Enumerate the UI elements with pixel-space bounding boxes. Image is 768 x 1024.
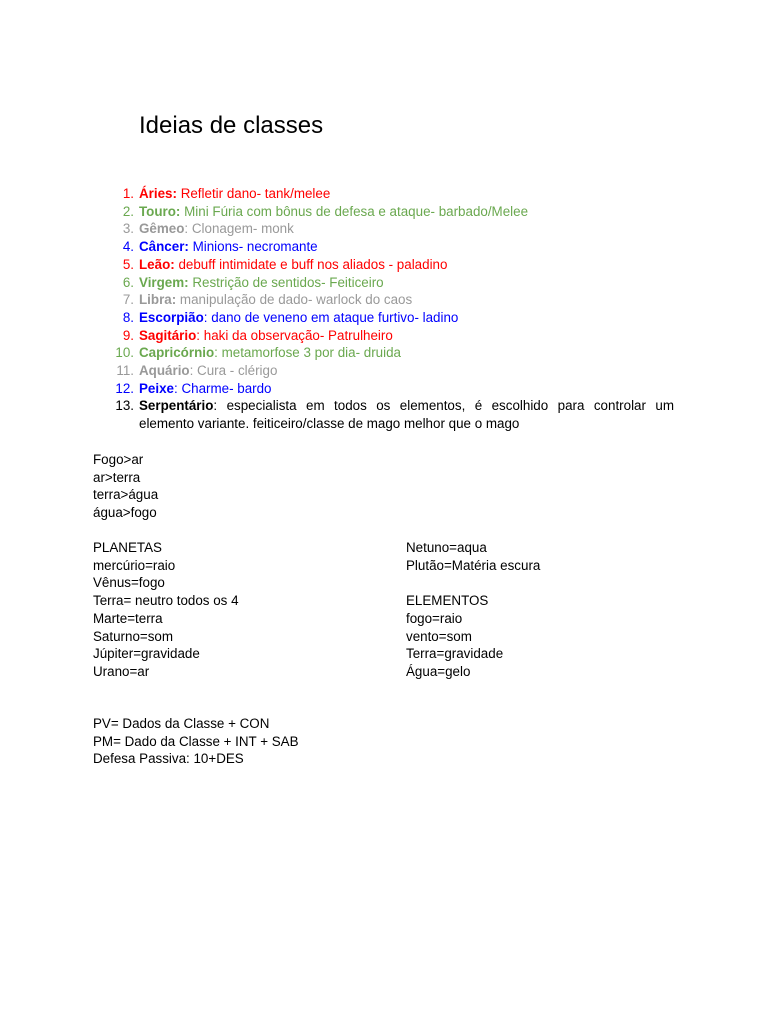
class-description: Clonagem- monk	[188, 221, 294, 237]
class-item	[122, 327, 674, 345]
class-name: Leão:	[139, 256, 175, 272]
planet-item: Marte=terra	[93, 610, 163, 626]
class-name: Áries:	[139, 186, 177, 201]
class-name: Aquário	[139, 363, 190, 379]
class-name: Capricórnio	[139, 345, 215, 361]
planet-item: Saturno=som	[93, 628, 174, 644]
class-separator: :	[213, 398, 218, 414]
element-cycle-line: ar>terra	[93, 469, 141, 485]
class-description: Charme- bardo	[177, 380, 272, 396]
class-item	[122, 185, 674, 203]
class-item	[122, 203, 674, 221]
planet-item: Netuno=aqua	[406, 540, 487, 555]
class-description: debuff intimidate e buff nos aliados - paladino	[174, 256, 448, 272]
elements-heading: ELEMENTOS	[406, 593, 489, 609]
element-cycle-line: Fogo>ar	[93, 452, 144, 467]
class-description: manipulação de dado- warlock do caos	[176, 292, 413, 308]
class-number: 9.	[122, 327, 134, 343]
class-description: especialista em todos os elementos, é escolhido para controlar um elemento variante. feiticeiro/classe de mago melhor que o mago	[139, 398, 674, 432]
class-item	[122, 291, 674, 309]
class-description: Cura - clérigo	[193, 363, 278, 379]
class-number: 12.	[115, 380, 134, 396]
class-number: 13.	[115, 398, 134, 414]
class-number: 5.	[122, 256, 134, 272]
element-item: Terra=gravidade	[406, 646, 504, 662]
stats-block	[93, 715, 299, 768]
class-item	[122, 220, 674, 238]
class-item	[122, 256, 674, 274]
class-item	[122, 238, 674, 256]
class-number: 4.	[122, 239, 134, 255]
planet-item: Urano=ar	[93, 663, 150, 679]
class-separator: :	[184, 221, 189, 237]
class-name: Gêmeo	[139, 221, 185, 237]
class-item	[115, 380, 674, 398]
class-name: Serpentário	[139, 398, 214, 414]
class-description: Minions- necromante	[188, 239, 318, 255]
element-item: vento=som	[406, 628, 472, 644]
stat-line: Defesa Passiva: 10+DES	[93, 751, 244, 767]
stat-line: PM= Dado da Classe + INT + SAB	[93, 733, 299, 749]
class-item	[116, 362, 674, 380]
class-description: Refletir dano- tank/melee	[176, 186, 331, 201]
page-title: Ideias de classes	[139, 112, 324, 139]
planet-item: Terra= neutro todos os 4	[93, 593, 239, 609]
class-number: 11.	[116, 363, 134, 379]
right-column-block	[406, 539, 540, 681]
class-separator: :	[189, 363, 194, 379]
class-item	[115, 397, 674, 432]
class-item	[122, 274, 674, 292]
element-item: Água=gelo	[406, 663, 471, 679]
class-number: 8.	[122, 309, 134, 325]
class-name: Sagitário	[139, 327, 197, 343]
class-description: Mini Fúria com bônus de defesa e ataque- barbado/Melee	[180, 203, 529, 219]
class-name: Câncer:	[139, 239, 189, 255]
elements-cycle-block	[93, 451, 158, 522]
planet-item: Plutão=Matéria escura	[406, 557, 541, 573]
class-separator: :	[174, 380, 178, 396]
class-number: 1.	[122, 186, 134, 201]
class-name: Virgem:	[139, 274, 189, 290]
element-cycle-line: terra>água	[93, 487, 159, 503]
class-number: 7.	[122, 292, 134, 308]
class-description: metamorfose 3 por dia- druida	[217, 345, 401, 361]
class-number: 3.	[122, 221, 134, 237]
class-number: 2.	[122, 203, 134, 219]
planets-heading: PLANETAS	[93, 540, 162, 555]
class-name: Touro:	[139, 203, 181, 219]
stat-line: PV= Dados da Classe + CON	[93, 716, 270, 731]
element-item: fogo=raio	[406, 610, 463, 626]
class-description: Restrição de sentidos- Feiticeiro	[188, 274, 384, 290]
class-name: Peixe	[139, 380, 174, 396]
planet-item: Júpiter=gravidade	[93, 646, 200, 662]
class-separator: :	[203, 309, 208, 325]
class-description: haki da observação- Patrulheiro	[200, 327, 393, 343]
element-cycle-line: água>fogo	[93, 505, 157, 521]
planet-item: mercúrio=raio	[93, 557, 176, 573]
planets-block	[93, 539, 239, 681]
class-separator: :	[214, 345, 218, 361]
class-number: 10.	[115, 345, 134, 361]
class-separator: :	[196, 327, 201, 343]
class-name: Escorpião	[139, 309, 204, 325]
class-number: 6.	[122, 274, 134, 290]
class-description: dano de veneno em ataque furtivo- ladino	[207, 309, 459, 325]
class-name: Libra:	[139, 292, 177, 308]
classes-list	[115, 185, 674, 433]
class-item	[115, 344, 674, 362]
planet-item: Vênus=fogo	[93, 575, 165, 591]
class-item	[122, 309, 674, 327]
